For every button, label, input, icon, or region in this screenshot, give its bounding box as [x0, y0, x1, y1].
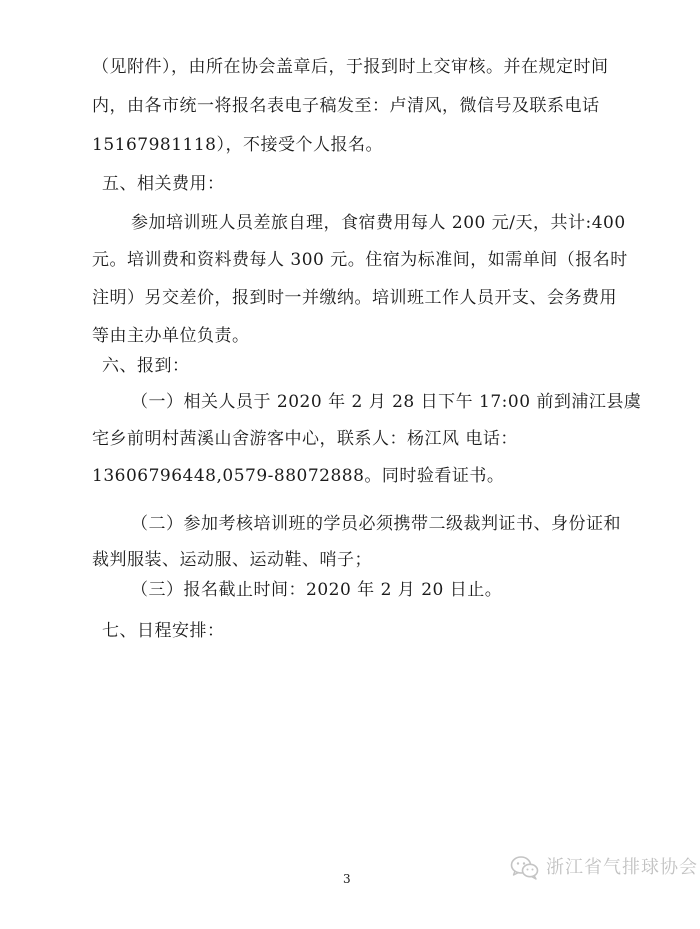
text-line: 等由主办单位负责。: [92, 326, 250, 346]
text-line: 15167981118），不接受个人报名。: [92, 135, 383, 155]
text-line: （二）参加考核培训班的学员必须携带二级裁判证书、身份证和: [131, 514, 621, 534]
text-line: 参加培训班人员差旅自理，食宿费用每人 200 元/天，共计:400: [131, 213, 626, 233]
section-heading: 六、报到：: [102, 356, 190, 376]
section-heading: 五、相关费用：: [102, 174, 225, 194]
text-line: （见附件），由所在协会盖章后，于报到时上交审核。并在规定时间: [92, 57, 609, 77]
text-line: 元。培训费和资料费每人 300 元。住宿为标准间，如需单间（报名时: [92, 250, 628, 270]
text-line: 注明）另交差价，报到时一并缴纳。培训班工作人员开支、会务费用: [92, 288, 617, 308]
text-line: 13606796448,0579-88072888。同时验看证书。: [92, 466, 505, 486]
page-number: 3: [343, 872, 351, 886]
text-line: （三）报名截止时间：2020 年 2 月 20 日止。: [131, 580, 503, 600]
text-line: （一）相关人员于 2020 年 2 月 28 日下午 17:00 前到浦江县虞: [131, 392, 642, 412]
text-line: 内，由各市统一将报名表电子稿发至：卢清风，微信号及联系电话: [92, 96, 600, 116]
wechat-icon: [510, 855, 540, 881]
watermark-text: 浙江省气排球协会: [546, 857, 698, 878]
text-line: 宅乡前明村茜溪山舍游客中心，联系人：杨江风 电话：: [92, 429, 518, 449]
watermark: [510, 855, 698, 881]
section-heading: 七、日程安排：: [102, 621, 225, 641]
text-line: 裁判服装、运动服、运动鞋、哨子；: [92, 550, 372, 570]
